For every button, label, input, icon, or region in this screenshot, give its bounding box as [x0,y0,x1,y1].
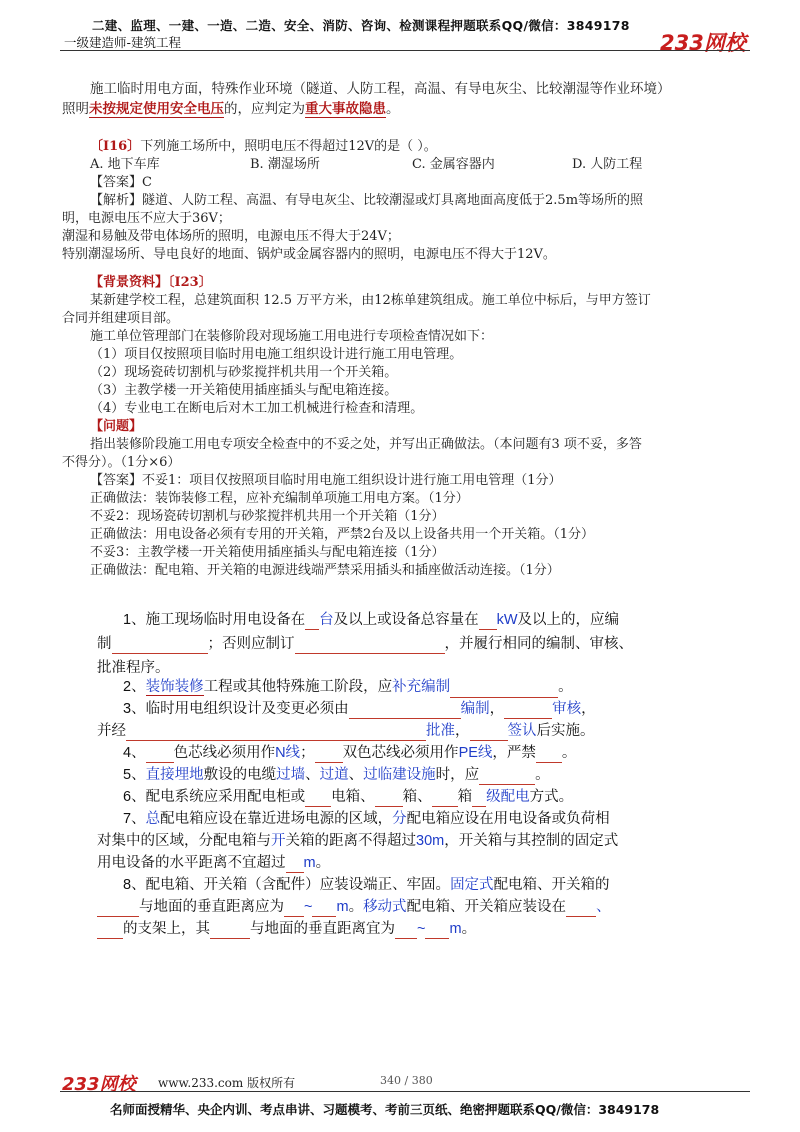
fill-3-line-1: 3、临时用电组织设计及变更必须由 编制， 审核， [123,701,596,717]
case-background-2: 合同并组建项目部。 [62,311,180,326]
page-number: 340 / 380 [380,1074,433,1087]
case-answer-1: 【答案】不妥1：项目仅按照项目临时用电施工组织设计进行施工用电管理（1分） [90,473,562,488]
brand-logo: 233网校 [660,31,746,55]
fill-1-line-2: 制 ；否则应制订 ，并履行相同的编制、审核、 [97,636,633,652]
q116-answer: 【答案】C [90,175,152,190]
case-answer: 正确做法：装饰装修工程，应补充编制单项施工用电方案。（1分） [90,491,469,506]
fill-4: 4、 色芯线必须用作N线； 双色芯线必须用作PE线，严禁 。 [123,745,577,761]
q116-option-a: A. 地下车库 [90,157,160,172]
fill-3-line-2: 并经 批准， 签认后实施。 [97,723,595,739]
case-answer: 不妥3：主教学楼一开关箱使用插座插头与配电箱连接（1分） [90,545,445,560]
fill-8-line-1: 8、配电箱、开关箱（含配件）应装设端正、牢固。固定式配电箱、开关箱的 [123,877,610,893]
case-background-1: 某新建学校工程，总建筑面积 12.5 万平方米，由12栋单建筑组成。施工单位中标后，与甲方签订 [90,293,651,308]
footer-logo: 233网校 [62,1074,136,1095]
q116-analysis-1: 【解析】隧道、人防工程、高温、有导电灰尘、比较潮湿或灯具离地面高度低于2.5m等场所的照 [90,193,644,208]
fill-2: 2、装饰装修工程或其他特殊施工阶段，应补充编制 。 [123,677,573,698]
intro-line-1: 施工临时用电方面，特殊作业环境（隧道、人防工程，高温、有导电灰尘、比较潮湿等作业环境） [90,81,671,97]
case-item: （2）现场瓷砖切割机与砂浆搅拌机共用一个开关箱。 [90,365,398,380]
q116-analysis-2: 明，电源电压不应大于36V； [62,211,231,226]
q116-option-c: C. 金属容器内 [412,157,495,172]
case-background-3: 施工单位管理部门在装修阶段对现场施工用电进行专项检查情况如下： [90,329,494,344]
q116-analysis-4: 特别潮湿场所、导电良好的地面、锅炉或金属容器内的照明，电源电压不得大于12V。 [62,247,556,262]
fill-1-line-1: 1、施工现场临时用电设备在 台及以上或设备总容量在 kW及以上的，应编 [123,612,620,628]
case-item: （1）项目仅按照项目临时用电施工组织设计进行施工用电管理。 [90,347,463,362]
fill-7-line-2: 对集中的区域，分配电箱与开关箱的距离不得超过30m，开关箱与其控制的固定式 [97,833,619,849]
highlight-major-hazard: 重大事故隐患 [305,101,386,117]
q116-stem: 〔Ⅰ16〕下列施工场所中，照明电压不得超过12V的是（ ）。 [90,139,437,154]
fill-8-line-3: 的支架上，其 与地面的垂直距离宜为 ~ m。 [97,919,476,939]
case-answer: 不妥2：现场瓷砖切割机与砂浆搅拌机共用一个开关箱（1分） [90,509,445,524]
intro-line-2: 照明未按规定使用安全电压的，应判定为重大事故隐患。 [62,101,400,117]
fill-5: 5、直接埋地敷设的电缆过墙、过道、过临建设施时，应 。 [123,767,550,783]
fill-7-line-3: 用电设备的水平距离不宜超过 m。 [97,855,331,871]
header-title: 二建、监理、一建、一造、二造、安全、消防、咨询、检测课程押题联系QQ/微信：3849178 [92,18,630,33]
q116-option-d: D. 人防工程 [572,157,643,172]
q116-tag: 〔Ⅰ16〕 [90,139,141,154]
highlight-safety-voltage: 未按规定使用安全电压 [89,101,224,117]
case-question-tag: 【问题】 [90,419,143,434]
footer-site: www.233.com 版权所有 [158,1076,296,1090]
fill-1-line-3: 批准程序。 [97,660,170,676]
case-item: （3）主教学楼一开关箱使用插座插头与配电箱连接。 [90,383,398,398]
case-item: （4）专业电工在断电后对木工加工机械进行检查和清理。 [90,401,424,416]
footer-divider [60,1091,750,1092]
footer-text: 名师面授精华、央企内训、考点串讲、习题模考、考前三页纸、绝密押题联系QQ/微信：3849178 [110,1102,660,1117]
case-answer: 正确做法：用电设备必须有专用的开关箱，严禁2台及以上设备共用一个开关箱。（1分） [90,527,595,542]
q116-option-b: B. 潮湿场所 [250,157,320,172]
fill-6: 6、配电系统应采用配电柜或 电箱、 箱、 箱 级配电方式。 [123,789,574,805]
case-tag: 【背景资料】〔Ⅰ23〕 [90,275,212,290]
header-divider [60,50,750,51]
q116-analysis-3: 潮湿和易触及带电体场所的照明，电源电压不得大于24V； [62,229,400,244]
case-question-2: 不得分）。（1分×6） [62,455,181,470]
case-question-1: 指出装修阶段施工用电专项安全检查中的不妥之处，并写出正确做法。（本问题有3 项不妥，多答 [90,437,642,452]
header-subtitle: 一级建造师-建筑工程 [64,35,182,50]
fill-7-line-1: 7、总配电箱应设在靠近进场电源的区域，分配电箱应设在用电设备或负荷相 [123,811,610,827]
case-answer: 正确做法：配电箱、开关箱的电源进线端严禁采用插头和插座做活动连接。（1分） [90,563,560,578]
fill-8-line-2: 与地面的垂直距离应为 ~ m。移动式配电箱、开关箱应装设在 、 [97,897,611,917]
